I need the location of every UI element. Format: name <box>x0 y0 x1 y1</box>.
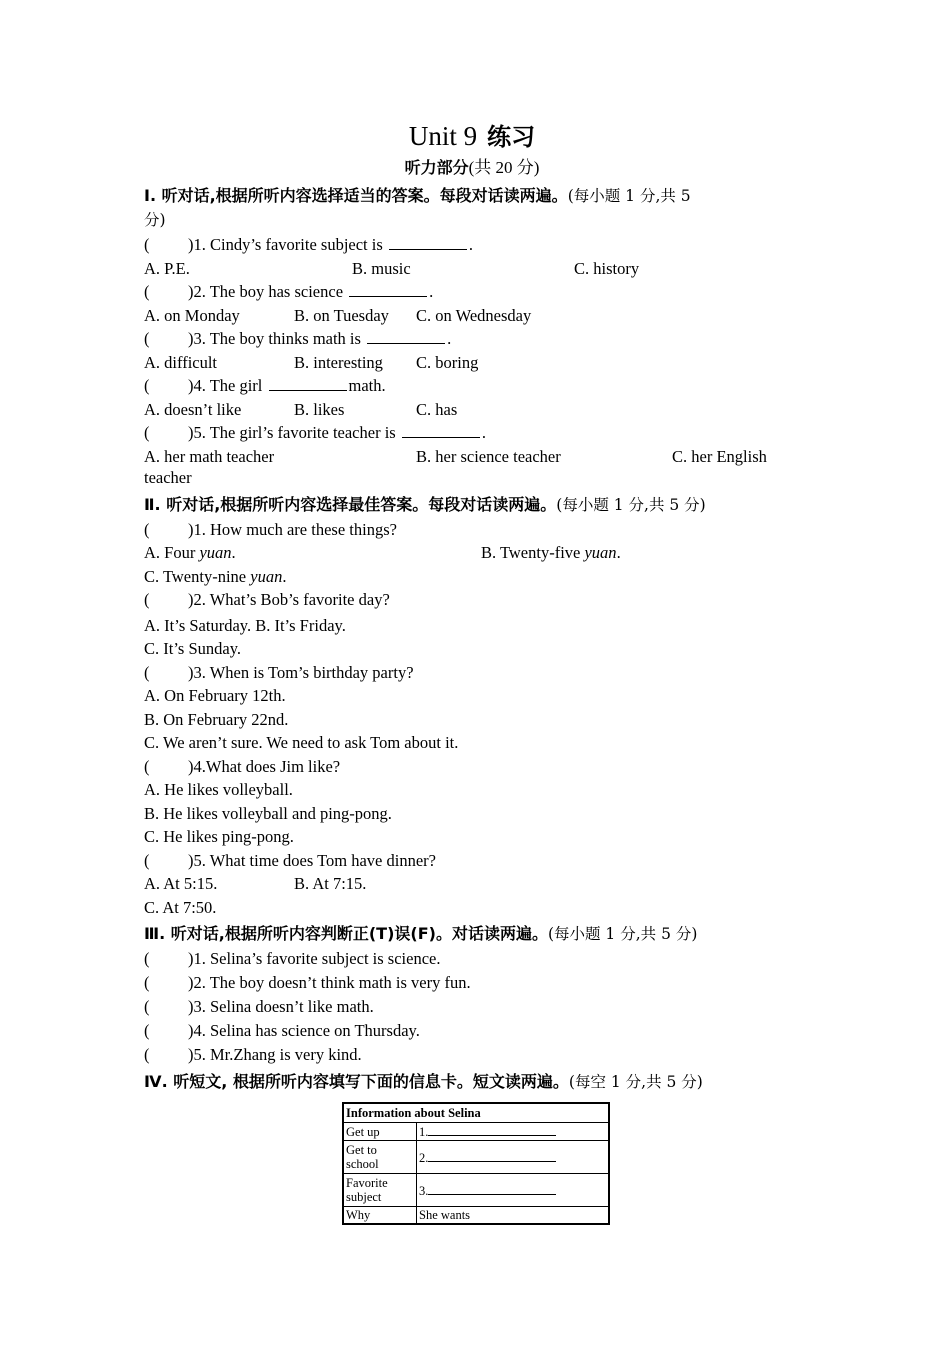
info-label: Get up <box>343 1123 417 1141</box>
section-4-note: (每空 1 分,共 5 分) <box>568 1073 703 1091</box>
answer-paren: ( <box>144 973 150 992</box>
p2-question-5 <box>144 849 814 873</box>
answer-paren: ( <box>144 329 150 348</box>
p2-question-1 <box>144 518 814 542</box>
option-a[interactable]: A. difficult <box>144 352 218 372</box>
subtitle-cn: 听力部分 <box>404 158 469 177</box>
question-text: )2. The boy has science <box>188 282 344 301</box>
info-answer-1[interactable] <box>417 1123 610 1141</box>
info-label <box>343 1141 417 1174</box>
p2-q2-options-ab <box>144 614 814 638</box>
p3-statement-2 <box>144 971 814 995</box>
option-b[interactable]: B. Twenty-five yuan. <box>481 543 621 562</box>
question-end: math. <box>348 376 386 395</box>
question-text: )5. The girl’s favorite teacher is <box>188 423 396 442</box>
option-c[interactable]: C. on Wednesday <box>416 305 532 325</box>
info-card-header: Information about Selina <box>343 1103 609 1123</box>
option-text: C. Twenty-nine <box>144 566 247 586</box>
option-a[interactable]: A. It’s Saturday. <box>144 615 252 635</box>
title-cn: 练习 <box>487 123 536 151</box>
question-text: )5. What time does Tom have dinner? <box>188 850 436 870</box>
option-b[interactable]: B. music <box>352 258 411 278</box>
p1-question-3 <box>144 327 814 351</box>
info-label: Why <box>343 1207 417 1225</box>
section-3-heading <box>144 921 814 947</box>
info-card <box>342 1102 610 1225</box>
p2-question-4 <box>144 755 814 779</box>
info-row-why <box>343 1207 609 1225</box>
p1-question-2 <box>144 280 814 304</box>
section-1-note-cont <box>144 207 814 233</box>
answer-paren: ( <box>144 282 150 301</box>
option-italic: yuan <box>199 543 232 562</box>
answer-paren: ( <box>144 1021 150 1040</box>
option-c[interactable]: C. We aren’t sure. We need to ask Tom about it. <box>144 733 459 752</box>
option-c[interactable]: C. Twenty-nine yuan. <box>144 566 287 586</box>
statement-text: )1. Selina’s favorite subject is science. <box>188 949 441 968</box>
option-b[interactable]: B. At 7:15. <box>294 874 367 893</box>
option-italic: yuan <box>584 543 617 562</box>
option-a[interactable]: A. doesn’t like <box>144 399 242 419</box>
option-b[interactable]: B. her science teacher <box>416 446 561 466</box>
answer-blank[interactable] <box>367 329 445 344</box>
section-1-title: Ⅰ. 听对话,根据所听内容选择适当的答案。每段对话读两遍。 <box>144 186 568 205</box>
option-italic: yuan <box>250 566 283 586</box>
info-row-get-up <box>343 1123 609 1141</box>
p1-q5-option-c-cont: teacher <box>144 468 192 487</box>
p1-q3-options <box>144 351 814 375</box>
question-text: )4. The girl <box>188 376 263 395</box>
question-text: )3. When is Tom’s birthday party? <box>188 662 414 682</box>
page-title <box>130 118 814 155</box>
option-a[interactable]: A. He likes volleyball. <box>144 780 293 799</box>
section-2-title: Ⅱ. 听对话,根据所听内容选择最佳答案。每段对话读两遍。 <box>144 494 557 514</box>
option-b[interactable]: B. He likes volleyball and ping-pong. <box>144 803 392 823</box>
info-answer-2[interactable] <box>417 1141 610 1174</box>
p1-q1-options <box>144 257 814 281</box>
p2-question-2 <box>144 588 814 612</box>
answer-paren: ( <box>144 662 150 682</box>
p3-statement-4 <box>144 1019 814 1043</box>
question-end: . <box>468 235 474 254</box>
question-text: )1. How much are these things? <box>188 519 397 539</box>
question-end: . <box>429 282 434 301</box>
p1-question-4 <box>144 374 814 398</box>
option-b[interactable]: B. It’s Friday. <box>255 615 346 635</box>
section-3-title: Ⅲ. 听对话,根据所听内容判断正(T)误(F)。对话读两遍。 <box>144 924 548 943</box>
section-1-note2: 分) <box>144 211 166 229</box>
option-a[interactable]: A. Four yuan. <box>144 543 236 562</box>
statement-text: )2. The boy doesn’t think math is very fun. <box>188 973 471 992</box>
answer-blank[interactable] <box>389 235 467 250</box>
info-row-get-to-school <box>343 1141 609 1174</box>
question-text: )3. The boy thinks math is <box>188 329 361 348</box>
fill-line[interactable] <box>428 1183 556 1195</box>
question-text: )1. Cindy’s favorite subject is <box>188 235 383 254</box>
answer-paren: ( <box>144 1045 150 1064</box>
p3-statement-3 <box>144 995 814 1019</box>
fill-line[interactable] <box>428 1124 556 1136</box>
p1-q5-options <box>144 445 814 469</box>
section-1-note: (每小题 1 分,共 5 <box>567 187 691 205</box>
answer-paren: ( <box>144 235 150 254</box>
question-text: )2. What’s Bob’s favorite day? <box>188 590 390 609</box>
option-c[interactable]: C. At 7:50. <box>144 897 217 917</box>
answer-paren: ( <box>144 376 150 395</box>
answer-paren: ( <box>144 590 150 609</box>
info-number: 1. <box>419 1125 429 1139</box>
fill-line[interactable] <box>428 1150 556 1162</box>
section-4-title: Ⅳ. 听短文, 根据所听内容填写下面的信息卡。短文读两遍。 <box>144 1072 569 1091</box>
info-number: 3. <box>419 1183 429 1198</box>
page-subtitle <box>130 155 814 181</box>
statement-text: )5. Mr.Zhang is very kind. <box>188 1045 362 1064</box>
section-4-heading <box>144 1069 814 1095</box>
p1-question-5 <box>144 421 814 445</box>
option-c[interactable]: C. history <box>574 258 640 278</box>
info-label-text: Favorite subject <box>346 1176 388 1204</box>
option-b[interactable]: B. On February 22nd. <box>144 709 289 729</box>
p1-q4-options <box>144 398 814 422</box>
option-b[interactable]: B. on Tuesday <box>294 305 389 325</box>
answer-blank[interactable] <box>349 282 427 297</box>
question-end: . <box>447 329 452 348</box>
p3-statement-5 <box>144 1043 814 1067</box>
subtitle-note: (共 20 分) <box>468 158 540 177</box>
p3-statement-1 <box>144 947 814 971</box>
option-b[interactable]: B. interesting <box>294 352 383 372</box>
section-2-note: (每小题 1 分,共 5 分) <box>556 495 706 514</box>
answer-paren: ( <box>144 756 150 776</box>
info-answer-why[interactable]: She wants <box>417 1207 610 1225</box>
option-b[interactable]: B. likes <box>294 399 345 419</box>
option-a[interactable]: A. At 5:15. <box>144 874 218 893</box>
info-label <box>343 1174 417 1207</box>
option-c[interactable]: C. He likes ping-pong. <box>144 827 294 846</box>
statement-text: )4. Selina has science on Thursday. <box>188 1021 420 1040</box>
option-a[interactable]: A. her math teacher <box>144 446 275 466</box>
section-1-heading <box>144 183 814 209</box>
option-text: A. Four <box>144 543 196 562</box>
option-a[interactable]: A. P.E. <box>144 258 190 278</box>
p1-question-1 <box>144 233 814 257</box>
title-en: Unit 9 <box>408 121 478 151</box>
answer-paren: ( <box>144 423 150 442</box>
statement-text: )3. Selina doesn’t like math. <box>188 997 374 1016</box>
p2-question-3 <box>144 661 814 685</box>
answer-paren: ( <box>144 850 150 870</box>
option-a[interactable]: A. On February 12th. <box>144 686 286 705</box>
option-c[interactable]: C. has <box>416 399 458 419</box>
option-text: B. Twenty-five <box>481 543 581 562</box>
question-text: )4.What does Jim like? <box>188 756 341 776</box>
option-c[interactable]: C. her English <box>672 446 767 466</box>
answer-blank[interactable] <box>402 423 480 438</box>
answer-paren: ( <box>144 949 150 968</box>
info-answer-3[interactable] <box>417 1174 610 1207</box>
question-end: . <box>481 423 486 442</box>
option-a[interactable]: A. on Monday <box>144 305 240 325</box>
p2-q5-options-ab <box>144 872 814 896</box>
answer-paren: ( <box>144 519 150 539</box>
p1-q2-options <box>144 304 814 328</box>
info-label-text: Get to school <box>346 1143 379 1171</box>
option-c[interactable]: C. boring <box>416 352 479 372</box>
info-card-header-row <box>343 1103 609 1123</box>
info-row-favorite-subject <box>343 1174 609 1207</box>
worksheet <box>144 118 814 1095</box>
option-c[interactable]: C. It’s Sunday. <box>144 639 242 658</box>
answer-blank[interactable] <box>269 376 347 391</box>
info-number: 2. <box>419 1150 429 1165</box>
p2-q1-options-ab <box>144 541 814 565</box>
section-2-heading <box>144 492 814 518</box>
section-3-note: (每小题 1 分,共 5 分) <box>547 925 698 943</box>
answer-paren: ( <box>144 997 150 1016</box>
